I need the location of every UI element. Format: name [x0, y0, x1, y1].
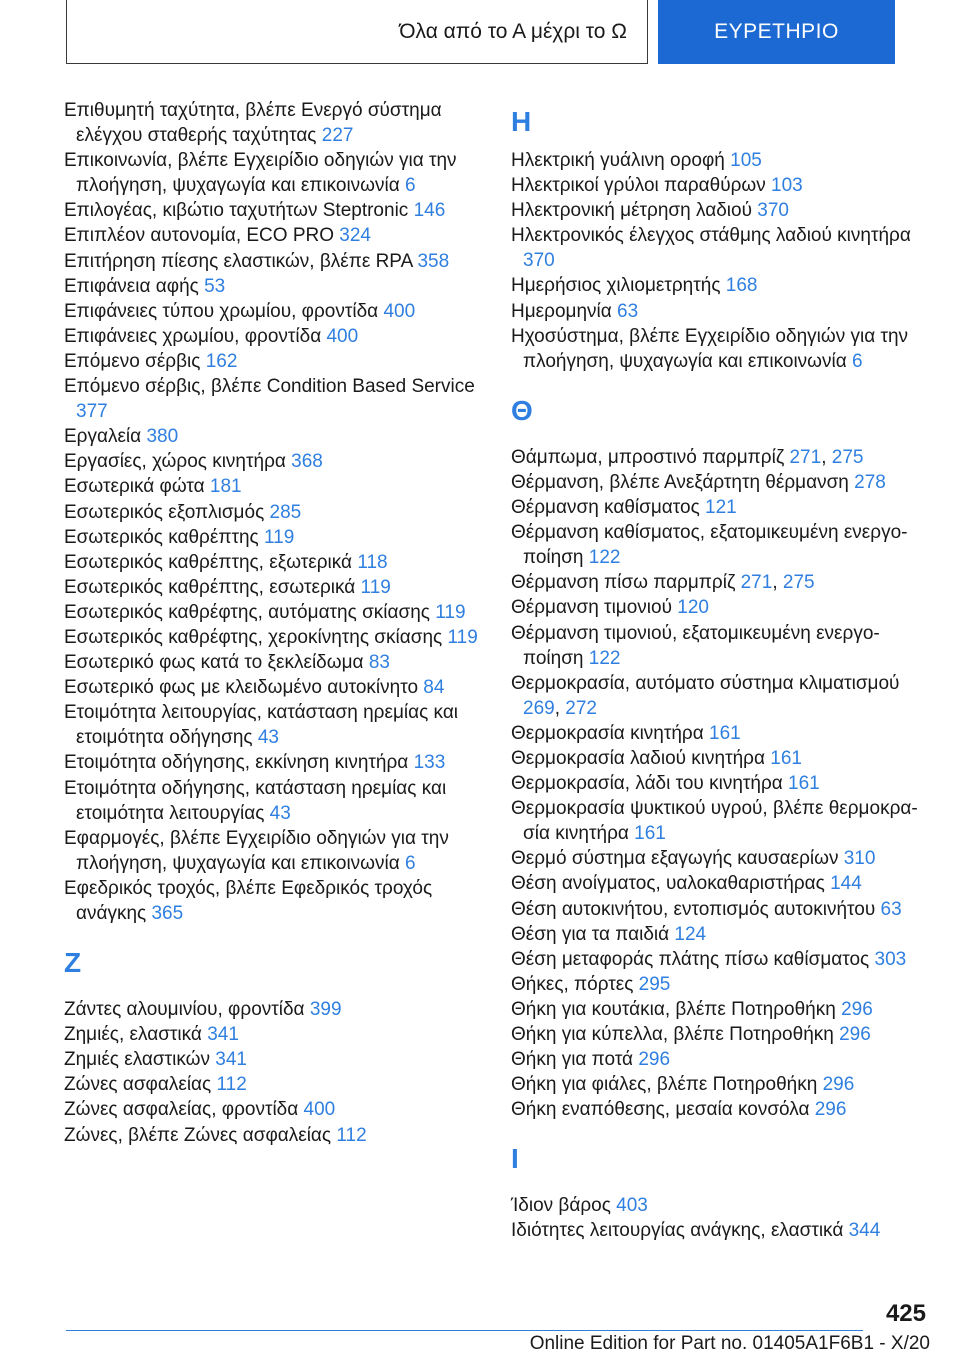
page-reference-link[interactable]: 84	[423, 677, 445, 699]
index-entry-text: Ημερήσιος χιλιομετρητής	[511, 275, 721, 297]
page-reference-link[interactable]: 310	[843, 848, 876, 870]
page-reference-link[interactable]: 6	[852, 350, 863, 372]
tab-all-a-to-z[interactable]: Όλα από το Α μέχρι το Ω	[66, 0, 648, 64]
index-entry-text: Επόμενο σέρβις	[64, 350, 201, 372]
index-entry	[511, 495, 931, 520]
index-entry-text: Ίδιον βάρος	[511, 1195, 611, 1217]
page-reference-link[interactable]: 146	[413, 200, 446, 222]
index-entry	[511, 223, 931, 273]
index-entry	[511, 997, 931, 1022]
index-entry-text: Ετοιμότητα οδήγησης, κατάσταση ηρεμίας και ετοιμότητα λειτουργίας	[64, 777, 447, 824]
index-entry	[64, 1097, 479, 1122]
index-entry-text: Εργασίες, χώρος κινητήρα	[64, 451, 286, 473]
index-entry	[64, 198, 479, 223]
index-entry	[64, 449, 479, 474]
index-entry-text: Θέση αυτοκινήτου, εντοπισμός αυτοκινήτου	[511, 898, 876, 920]
page-reference-link[interactable]: 161	[788, 773, 820, 795]
index-entry-text: Θέση μεταφοράς πλάτης πίσω καθίσματος	[511, 948, 870, 970]
index-entry-text: Επικοινωνία, βλέπε Εγχειρίδιο οδηγιών για την πλοήγηση, ψυχαγωγία και επικοινωνία	[64, 150, 457, 197]
index-entry	[511, 846, 931, 871]
index-entry	[511, 621, 931, 671]
index-entry	[511, 972, 931, 997]
index-entry-text: Εργαλεία	[64, 426, 142, 448]
page-reference-link[interactable]: 161	[634, 823, 666, 845]
footer-edition: Online Edition for Part no. 01405A1F6B1 - X/20	[529, 1333, 930, 1354]
page-reference-link[interactable]: 377	[76, 401, 108, 423]
index-entry	[64, 826, 479, 876]
index-entry	[511, 1218, 931, 1243]
index-entry-text: Εσωτερικά φώτα	[64, 476, 205, 498]
page-reference-link[interactable]: 105	[730, 150, 762, 171]
page-reference-link[interactable]: 341	[207, 1024, 239, 1046]
index-entry	[64, 1123, 479, 1148]
index-entry	[511, 947, 931, 972]
page-reference-link[interactable]: 112	[216, 1074, 247, 1096]
index-entry-text: Θέρμανση, βλέπε Ανεξάρτητη θέρμανση	[511, 471, 849, 493]
index-entry-text: Θέρμανση καθίσματος	[511, 497, 700, 519]
index-entry	[511, 1022, 931, 1047]
index-entry-text: Θερμοκρασία, λάδι του κινητήρα	[511, 773, 783, 795]
index-entry: Θάμπωμα, μπροστινό παρμπρίζ 271, 275	[511, 446, 864, 468]
index-entry	[64, 249, 479, 274]
page-reference-link[interactable]: 112	[336, 1124, 367, 1146]
index-entry-text: Εσωτερικός καθρέπτης, εσωτερικά	[64, 576, 356, 598]
page-reference-link[interactable]: 341	[215, 1049, 247, 1071]
index-entry	[64, 223, 479, 248]
index-entry	[64, 324, 479, 349]
page-reference-link[interactable]: 6	[405, 175, 416, 197]
index-entry-text: Θέρμανση τιμονιού	[511, 597, 672, 619]
index-entry: Θερμοκρασία, αυτόματο σύστημα κλιματισμού 269, 272	[511, 672, 900, 719]
index-entry-text: Εσωτερικό φως με κλειδωμένο αυτοκίνητο	[64, 677, 419, 699]
index-entry-text: Θέρμανση τιμονιού, εξατομικευμένη ενεργοποίηση	[511, 622, 880, 669]
index-entry	[64, 349, 479, 374]
index-entry-text: Εσωτερικός καθρέπτης, εξωτερικά	[64, 551, 353, 573]
index-letter-heading: H	[511, 106, 532, 137]
index-entry-text: Εφεδρικός τροχός, βλέπε Εφεδρικός τροχός ανάγκης	[64, 877, 433, 924]
index-entry-text: Επιπλέον αυτονομία, ECO PRO	[64, 225, 335, 247]
index-entry	[64, 1047, 479, 1072]
index-entry	[64, 424, 479, 449]
index-entry	[64, 575, 479, 600]
index-entry	[511, 746, 931, 771]
page-reference-link[interactable]: 278	[854, 471, 886, 493]
page-reference-link[interactable]: 296	[841, 998, 873, 1020]
index-entry	[64, 776, 479, 826]
index-entry	[64, 525, 479, 550]
index-column-right	[511, 98, 931, 1244]
index-entry-text: Θερμοκρασία ψυκτικού υγρού, βλέπε θερμοκρασία κινητήρα	[511, 798, 918, 845]
index-entry-text: Θάμπωμα, μπροστινό παρμπρίζ	[511, 446, 785, 468]
index-entry-text: Ηλεκτρονική μέτρηση λαδιού	[511, 200, 752, 222]
index-entry	[511, 1047, 931, 1072]
index-entry-text: Ημερομηνία	[511, 300, 612, 322]
page-reference-link[interactable]: 227	[321, 125, 354, 147]
index-entry	[511, 771, 931, 796]
index-entry	[511, 273, 931, 298]
page-reference-link[interactable]: 122	[588, 547, 621, 569]
index-letter-heading: Z	[64, 947, 82, 979]
index-entry-text: Ζώνες ασφαλείας	[64, 1074, 212, 1096]
index-entry	[511, 595, 931, 620]
index-entry-text: Θήκη για κύπελλα, βλέπε Ποτηροθήκη	[511, 1024, 834, 1045]
index-entry	[511, 1097, 931, 1122]
index-entry-text: Εφαρμογές, βλέπε Εγχειρίδιο οδηγιών για την πλοήγηση, ψυχαγωγία και επικοινωνία	[64, 827, 449, 874]
page-reference-link[interactable]: 275	[831, 446, 864, 468]
page-reference-link[interactable]: 181	[209, 476, 242, 498]
index-entry	[64, 876, 479, 926]
page-reference-link[interactable]: 296	[814, 1099, 847, 1121]
index-entry-text: Επιθυμητή ταχύτητα, βλέπε Ενεργό σύστημα ελέγχου σταθερής ταχύτητας	[64, 100, 442, 147]
index-entry	[511, 796, 931, 846]
index-entry	[511, 721, 931, 746]
index-entry	[511, 173, 931, 198]
index-entry	[64, 650, 479, 675]
index-entry	[64, 997, 479, 1022]
index-entry-text: Θήκη για ποτά	[511, 1049, 634, 1071]
index-entry-text: Ηλεκτρονικός έλεγχος στάθμης λαδιού κινητήρα	[511, 225, 911, 247]
page-reference-link[interactable]: 370	[523, 250, 555, 272]
index-entry-text: Ζημιές, ελαστικά	[64, 1024, 202, 1046]
index-entry-text: Επόμενο σέρβις, βλέπε Condition Based Service	[64, 376, 475, 398]
index-entry-text: Ζάντες αλουμινίου, φροντίδα	[64, 999, 305, 1021]
page-reference-link[interactable]: 272	[565, 697, 597, 719]
index-entry	[511, 922, 931, 947]
page-reference-link[interactable]: 43	[257, 727, 279, 749]
index-entry	[64, 550, 479, 575]
index-entry-text: Ζώνες, βλέπε Ζώνες ασφαλείας	[64, 1124, 332, 1146]
index-entry	[64, 474, 479, 499]
index-entry-text: Επιφάνειες χρωμίου, φροντίδα	[64, 325, 322, 347]
page-reference-link[interactable]: 358	[417, 250, 450, 272]
index-entry-text: Θέση ανοίγματος, υαλοκαθαριστήρας	[511, 873, 825, 895]
index-entry-text: Θέση για τα παιδιά	[511, 923, 670, 945]
page-reference-link[interactable]: 118	[357, 551, 388, 573]
page-reference-link[interactable]: 285	[269, 501, 302, 523]
index-entry-text: Εσωτερικός εξοπλισμός	[64, 501, 265, 523]
page-reference-link[interactable]: 403	[616, 1195, 648, 1217]
page-reference-link[interactable]: 119	[435, 601, 466, 623]
index-letter-heading: I	[511, 1143, 519, 1175]
index-entry-text: Θέρμανση καθίσματος, εξατομικευμένη ενεργοποίηση	[511, 522, 908, 569]
page-reference-link[interactable]: 119	[447, 626, 478, 648]
page-number: 425	[885, 1300, 926, 1327]
page-reference-link[interactable]: 296	[839, 1024, 871, 1045]
page-reference-link[interactable]: 53	[204, 275, 226, 297]
footer-divider	[66, 1330, 863, 1331]
index-entry	[511, 470, 931, 495]
page-reference-link[interactable]: 120	[677, 597, 709, 619]
index-entry-text: Θήκη για φιάλες, βλέπε Ποτηροθήκη	[511, 1074, 818, 1096]
index-entry	[64, 98, 479, 148]
index-entry	[64, 148, 479, 198]
index-entry	[64, 675, 479, 700]
index-entry	[64, 750, 479, 775]
page-reference-link[interactable]: 6	[405, 852, 416, 874]
index-column-left	[64, 98, 479, 1148]
index-entry	[511, 1193, 931, 1218]
page-reference-link[interactable]: 400	[303, 1099, 336, 1121]
page-reference-link[interactable]: 119	[263, 526, 295, 548]
index-entry	[64, 500, 479, 525]
page-reference-link[interactable]: 103	[771, 175, 803, 197]
page-reference-link[interactable]: 144	[830, 873, 862, 895]
index-entry	[511, 871, 931, 896]
page-reference-link[interactable]: 161	[770, 747, 802, 769]
index-entry-text: Ζημιές ελαστικών	[64, 1049, 210, 1071]
page-reference-link[interactable]: 370	[757, 200, 789, 222]
page-reference-link[interactable]: 121	[705, 497, 737, 519]
page-reference-link[interactable]: 295	[638, 973, 671, 995]
index-entry	[511, 897, 931, 922]
index-entry	[64, 600, 479, 625]
page-reference-link[interactable]: 122	[588, 647, 621, 669]
index-entry	[64, 299, 479, 324]
page-reference-link[interactable]: 344	[848, 1220, 881, 1242]
page-reference-link[interactable]: 399	[309, 999, 342, 1021]
page-reference-link[interactable]: 400	[326, 325, 359, 347]
index-letter-heading: Θ	[511, 394, 533, 426]
index-entry	[511, 520, 931, 570]
page-reference-link[interactable]: 124	[674, 923, 707, 945]
index-entry-text: Επιτήρηση πίεσης ελαστικών, βλέπε RPA	[64, 250, 413, 272]
page-reference-link[interactable]: 368	[291, 451, 323, 473]
page-reference-link[interactable]: 400	[383, 300, 416, 322]
index-entry-text: Θερμοκρασία κινητήρα	[511, 722, 704, 744]
page-reference-link[interactable]: 324	[339, 225, 371, 247]
tab-index[interactable]: ΕΥΡΕΤΗΡΙΟ	[658, 0, 895, 64]
index-entry-text: Ηχοσύστημα, βλέπε Εγχειρίδιο οδηγιών για την πλοήγηση, ψυχαγωγία και επικοινωνία	[511, 325, 909, 372]
index-entry	[511, 1072, 931, 1097]
page-reference-link[interactable]: 275	[782, 572, 815, 594]
index-entry: Θέρμανση πίσω παρμπρίζ 271, 275	[511, 572, 815, 594]
index-entry	[64, 1022, 479, 1047]
page-reference-link[interactable]: 161	[709, 722, 741, 744]
header-tabs	[66, 0, 895, 64]
page-reference-link[interactable]: 43	[269, 802, 291, 824]
index-entry	[511, 148, 931, 173]
index-entry-text: Επιλογέας, κιβώτιο ταχυτήτων Steptronic	[64, 200, 409, 222]
index-entry-text: Εσωτερικός καθρέπτης	[64, 526, 259, 548]
index-entry-text: Ζώνες ασφαλείας, φροντίδα	[64, 1099, 299, 1121]
index-entry-text: Θερμοκρασία λαδιού κινητήρα	[511, 747, 765, 769]
index-entry-text: Θήκη εναπόθεσης, μεσαία κονσόλα	[511, 1099, 810, 1121]
page-reference-link[interactable]: 119	[360, 576, 391, 598]
index-entry-text: Επιφάνεια αφής	[64, 275, 199, 297]
index-entry	[511, 324, 931, 374]
page-reference-link[interactable]: 63	[880, 898, 902, 920]
index-entry-text: Εσωτερικός καθρέφτης, αυτόματης σκίασης	[64, 601, 430, 623]
page-reference-link[interactable]: 269	[523, 697, 555, 719]
index-entry	[64, 1072, 479, 1097]
page-reference-link[interactable]: 271	[789, 446, 822, 468]
index-entry-text: Ετοιμότητα λειτουργίας, κατάσταση ηρεμίας και ετοιμότητα οδήγησης	[64, 702, 459, 749]
page-reference-link[interactable]: 63	[617, 300, 639, 322]
index-entry	[64, 625, 479, 650]
index-entry-text: Ετοιμότητα οδήγησης, εκκίνηση κινητήρα	[64, 752, 409, 774]
index-entry	[64, 274, 479, 299]
page-reference-link[interactable]: 133	[413, 752, 446, 774]
index-entry-text: Θήκες, πόρτες	[511, 973, 634, 995]
index-entry-text: Επιφάνειες τύπου χρωμίου, φροντίδα	[64, 300, 379, 322]
page-reference-link[interactable]: 296	[822, 1074, 855, 1096]
index-entry-text: Ηλεκτρική γυάλινη οροφή	[511, 150, 725, 171]
index-entry-text: Εσωτερικός καθρέφτης, χεροκίνητης σκίασης	[64, 626, 443, 648]
page-reference-link[interactable]: 162	[205, 350, 238, 372]
index-entry	[511, 198, 931, 223]
index-entry	[64, 374, 479, 424]
page-reference-link[interactable]: 365	[151, 903, 184, 924]
index-entry-text: Θέρμανση πίσω παρμπρίζ	[511, 572, 736, 594]
page-reference-link[interactable]: 303	[874, 948, 907, 970]
page-reference-link[interactable]: 168	[725, 275, 758, 297]
page-reference-link[interactable]: 83	[368, 652, 390, 674]
index-entry	[64, 700, 479, 750]
page-reference-link[interactable]: 380	[146, 426, 179, 448]
index-entry-text: Θήκη για κουτάκια, βλέπε Ποτηροθήκη	[511, 998, 836, 1020]
index-entry-text: Ηλεκτρικοί γρύλοι παραθύρων	[511, 175, 766, 197]
page-reference-link[interactable]: 271	[740, 572, 773, 594]
index-entry-text: Εσωτερικό φως κατά το ξεκλείδωμα	[64, 652, 364, 674]
index-entry	[511, 299, 931, 324]
index-entry-text: Θερμό σύστημα εξαγωγής καυσαερίων	[511, 848, 839, 870]
index-entry-text: Ιδιότητες λειτουργίας ανάγκης, ελαστικά	[511, 1220, 844, 1242]
index-entry-text: Θερμοκρασία, αυτόματο σύστημα κλιματισμού	[511, 672, 900, 694]
page-reference-link[interactable]: 296	[638, 1049, 671, 1071]
